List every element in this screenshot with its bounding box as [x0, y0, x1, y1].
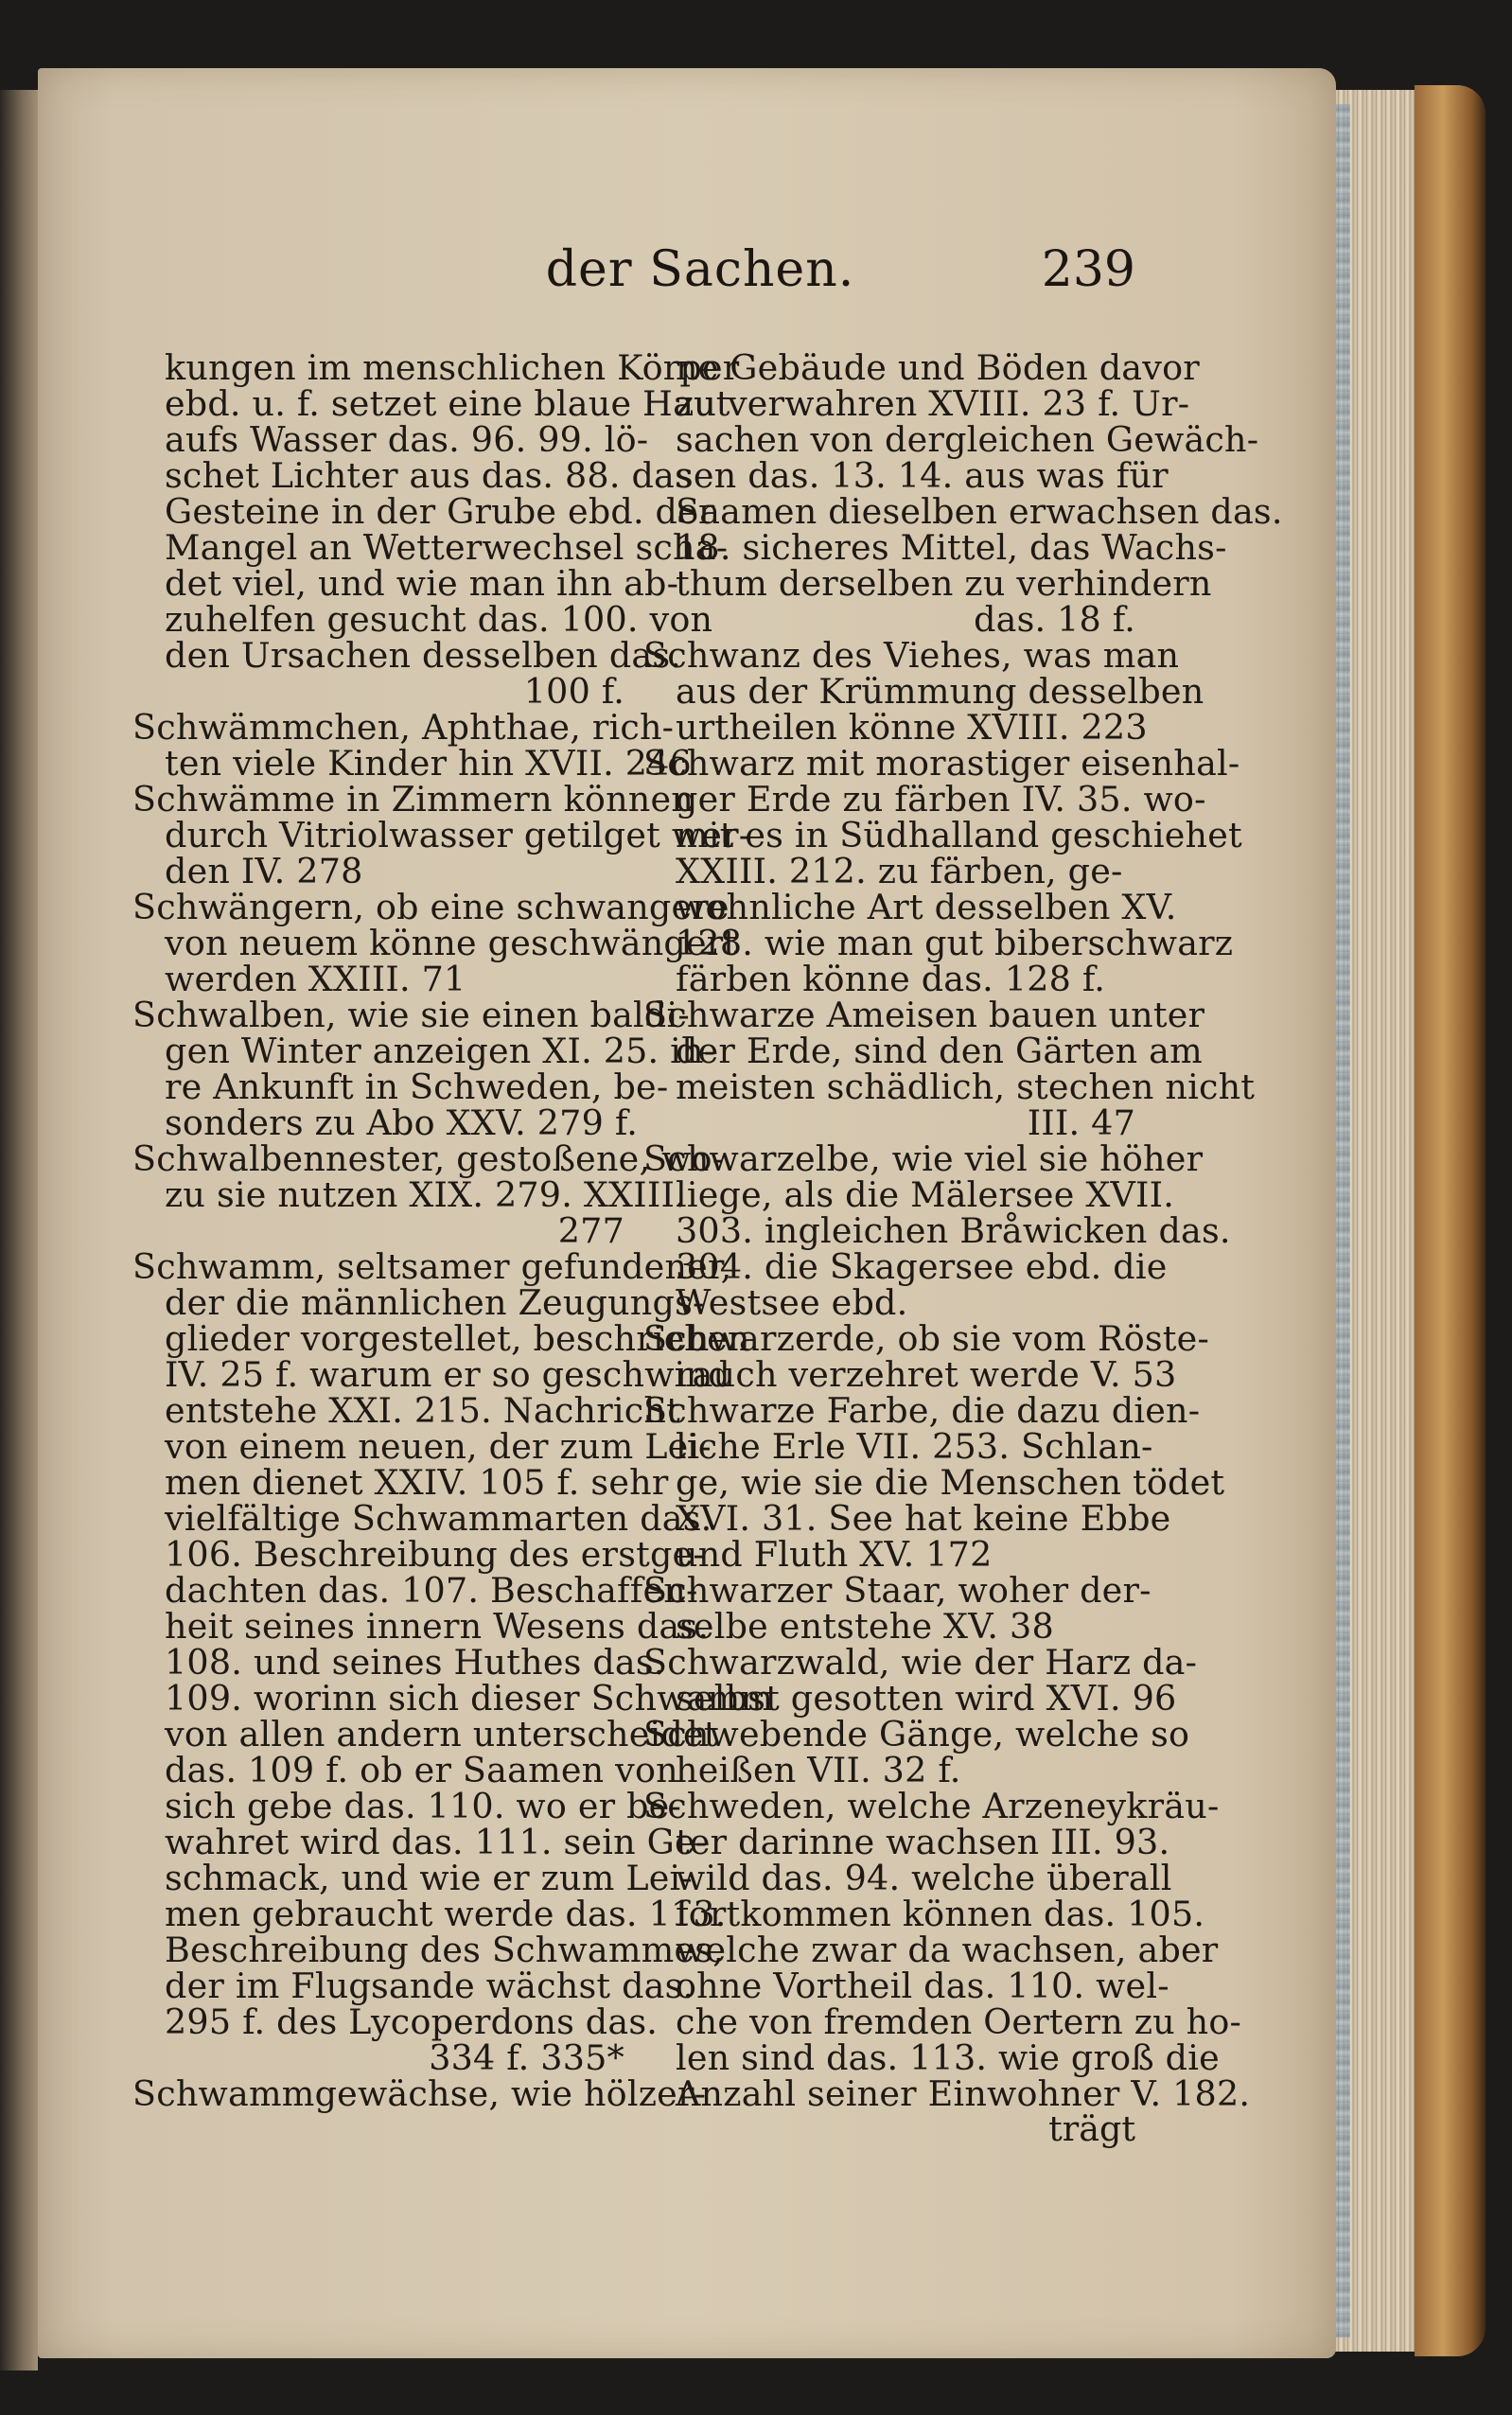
index-line: det viel, und wie man ihn ab-: [165, 563, 679, 604]
index-line: heißen VII. 32 f.: [676, 1750, 961, 1790]
index-line: 304. die Skagersee ebd. die: [676, 1246, 1168, 1287]
running-head: der Sachen.: [545, 241, 855, 298]
index-line: Schwängern, ob eine schwangere: [132, 887, 730, 927]
index-line: Schwarzer Staar, woher der-: [643, 1570, 1152, 1611]
index-line: fortkommen können das. 105.: [676, 1894, 1205, 1934]
index-line: III. 47: [1027, 1102, 1135, 1143]
index-line: Schweden, welche Arzeneykräu-: [643, 1786, 1220, 1826]
index-line: men dienet XXIV. 105 f. sehr: [165, 1462, 669, 1503]
index-line: Beschreibung des Schwammes,: [165, 1930, 724, 1970]
index-line: Schwarzelbe, wie viel sie höher: [643, 1138, 1204, 1179]
index-line: ebd. u. f. setzet eine blaue Haut: [165, 383, 730, 424]
index-line: der Erde, sind den Gärten am: [676, 1031, 1203, 1071]
index-line: ne Gebäude und Böden davor: [676, 347, 1200, 388]
index-line: sich gebe das. 110. wo er be-: [165, 1786, 681, 1826]
index-line: wild das. 94. welche überall: [676, 1858, 1172, 1898]
index-line: rauch verzehret werde V. 53: [676, 1354, 1177, 1395]
index-line: Mangel an Wetterwechsel scha-: [165, 527, 729, 568]
index-line: schmack, und wie er zum Lei-: [165, 1858, 693, 1898]
index-line: Schwebende Gänge, welche so: [643, 1714, 1190, 1754]
index-line: Gesteine in der Grube ebd. der: [165, 491, 715, 532]
index-line: ter darinne wachsen III. 93.: [676, 1822, 1170, 1862]
index-line: IV. 25 f. warum er so geschwind: [165, 1354, 730, 1395]
index-line: sonders zu Abo XXV. 279 f.: [165, 1102, 639, 1143]
index-column-right: [643, 347, 1283, 2114]
index-line: Schwalben, wie sie einen baldi-: [132, 995, 690, 1035]
index-line: ohne Vortheil das. 110. wel-: [676, 1965, 1169, 2006]
index-line: Schwalbennester, gestoßene, wo-: [132, 1138, 725, 1179]
index-line: vielfältige Schwammarten das.: [165, 1498, 712, 1539]
index-line: der im Flugsande wächst das.: [165, 1965, 694, 2006]
page-header: [132, 241, 1135, 326]
index-line: Westsee ebd.: [676, 1282, 908, 1323]
index-line: liege, als die Mälersee XVII.: [676, 1174, 1175, 1215]
index-line: Schwämmchen, Aphthae, rich-: [132, 707, 675, 748]
index-line: welche zwar da wachsen, aber: [676, 1930, 1219, 1970]
index-line: der die männlichen Zeugungs-: [165, 1282, 705, 1323]
index-line: wahret wird das. 111. sein Ge-: [165, 1822, 708, 1862]
index-line: 18. sicheres Mittel, das Wachs-: [676, 527, 1227, 568]
index-line: Schwarze Farbe, die dazu dien-: [643, 1390, 1201, 1431]
index-line: 303. ingleichen Bråwicken das.: [676, 1210, 1231, 1251]
index-line: Saamen dieselben erwachsen das.: [676, 491, 1283, 532]
index-line: 128. wie man gut biberschwarz: [676, 923, 1234, 963]
index-line: zu verwahren XVIII. 23 f. Ur-: [676, 383, 1190, 424]
index-line: den Ursachen desselben das.: [165, 635, 682, 676]
index-line: 106. Beschreibung des erstge-: [165, 1534, 705, 1575]
index-line: kungen im menschlichen Körper: [165, 347, 740, 388]
index-line: aus der Krümmung desselben: [676, 671, 1204, 712]
index-line: ger Erde zu färben IV. 35. wo-: [676, 779, 1206, 820]
index-line: das. 109 f. ob er Saamen von: [165, 1750, 678, 1790]
index-line: men gebraucht werde das. 113.: [165, 1894, 727, 1934]
index-line: von neuem könne geschwängert: [165, 923, 738, 963]
index-line: selbst gesotten wird XVI. 96: [676, 1678, 1177, 1719]
index-line: gen Winter anzeigen XI. 25. ih-: [165, 1031, 716, 1071]
index-line: urtheilen könne XVIII. 223: [676, 707, 1148, 748]
index-line: sen das. 13. 14. aus was für: [676, 455, 1169, 496]
index-line: XXIII. 212. zu färben, ge-: [676, 851, 1123, 891]
index-line: das. 18 f.: [974, 599, 1135, 640]
index-line: ten viele Kinder hin XVII. 246: [165, 743, 692, 784]
index-line: 109. worinn sich dieser Schwamm: [165, 1678, 774, 1719]
catchword: trägt: [1048, 2108, 1135, 2149]
index-column-left: [132, 347, 774, 2114]
index-line: wohnliche Art desselben XV.: [676, 887, 1177, 927]
index-line: liche Erle VII. 253. Schlan-: [676, 1426, 1153, 1467]
index-line: selbe entstehe XV. 38: [676, 1606, 1054, 1647]
index-line: zuhelfen gesucht das. 100. von: [165, 599, 713, 640]
index-line: Schwarze Ameisen bauen unter: [643, 995, 1205, 1035]
index-line: len sind das. 113. wie groß die: [676, 2037, 1220, 2078]
index-line: mit es in Südhalland geschiehet: [676, 815, 1242, 855]
index-line: XVI. 31. See hat keine Ebbe: [676, 1498, 1171, 1539]
index-line: Schwarz mit morastiger eisenhal-: [643, 743, 1240, 784]
index-line: durch Vitriolwasser getilget wer-: [165, 815, 751, 855]
index-line: Anzahl seiner Einwohner V. 182.: [676, 2073, 1251, 2114]
index-line: thum derselben zu verhindern: [676, 563, 1212, 604]
index-line: 277: [557, 1210, 624, 1251]
index-line: Schwarzerde, ob sie vom Röste-: [643, 1318, 1210, 1359]
index-line: Schwämme in Zimmern können: [132, 779, 694, 820]
index-line: 334 f. 335*: [429, 2037, 624, 2078]
index-line: Schwarzwald, wie der Harz da-: [643, 1642, 1198, 1683]
index-line: ge, wie sie die Menschen tödet: [676, 1462, 1225, 1503]
index-line: aufs Wasser das. 96. 99. lö-: [165, 419, 649, 460]
index-line: entstehe XXI. 215. Nachricht: [165, 1390, 680, 1431]
index-line: heit seines innern Wesens das.: [165, 1606, 710, 1647]
index-line: und Fluth XV. 172: [676, 1534, 993, 1575]
index-line: Schwamm, seltsamer gefundener,: [132, 1246, 732, 1287]
index-line: färben könne das. 128 f.: [676, 959, 1106, 999]
index-line: von allen andern unterscheidet: [165, 1714, 718, 1754]
index-line: werden XXIII. 71: [165, 959, 466, 999]
page-number: 239: [1041, 241, 1135, 298]
index-line: 100 f.: [523, 671, 624, 712]
index-line: meisten schädlich, stechen nicht: [676, 1066, 1256, 1107]
index-line: re Ankunft in Schweden, be-: [165, 1066, 669, 1107]
previous-page-edge: [0, 90, 38, 2371]
book-cover: [1415, 85, 1486, 2356]
index-line: 108. und seines Huthes das.: [165, 1642, 665, 1683]
index-line: sachen von dergleichen Gewäch-: [676, 419, 1259, 460]
index-line: schet Lichter aus das. 88. das: [165, 455, 693, 496]
index-line: dachten das. 107. Beschaffen-: [165, 1570, 698, 1611]
index-line: glieder vorgestellet, beschrieben: [165, 1318, 750, 1359]
index-line: von einem neuen, der zum Lei-: [165, 1426, 712, 1467]
index-line: den IV. 278: [165, 851, 363, 891]
index-line: Schwanz des Viehes, was man: [643, 635, 1180, 676]
index-line: Schwammgewächse, wie hölzer-: [132, 2073, 707, 2114]
index-line: zu sie nutzen XIX. 279. XXIII.: [165, 1174, 686, 1215]
index-line: 295 f. des Lycoperdons das.: [165, 2001, 659, 2042]
index-line: che von fremden Oertern zu ho-: [676, 2001, 1242, 2042]
